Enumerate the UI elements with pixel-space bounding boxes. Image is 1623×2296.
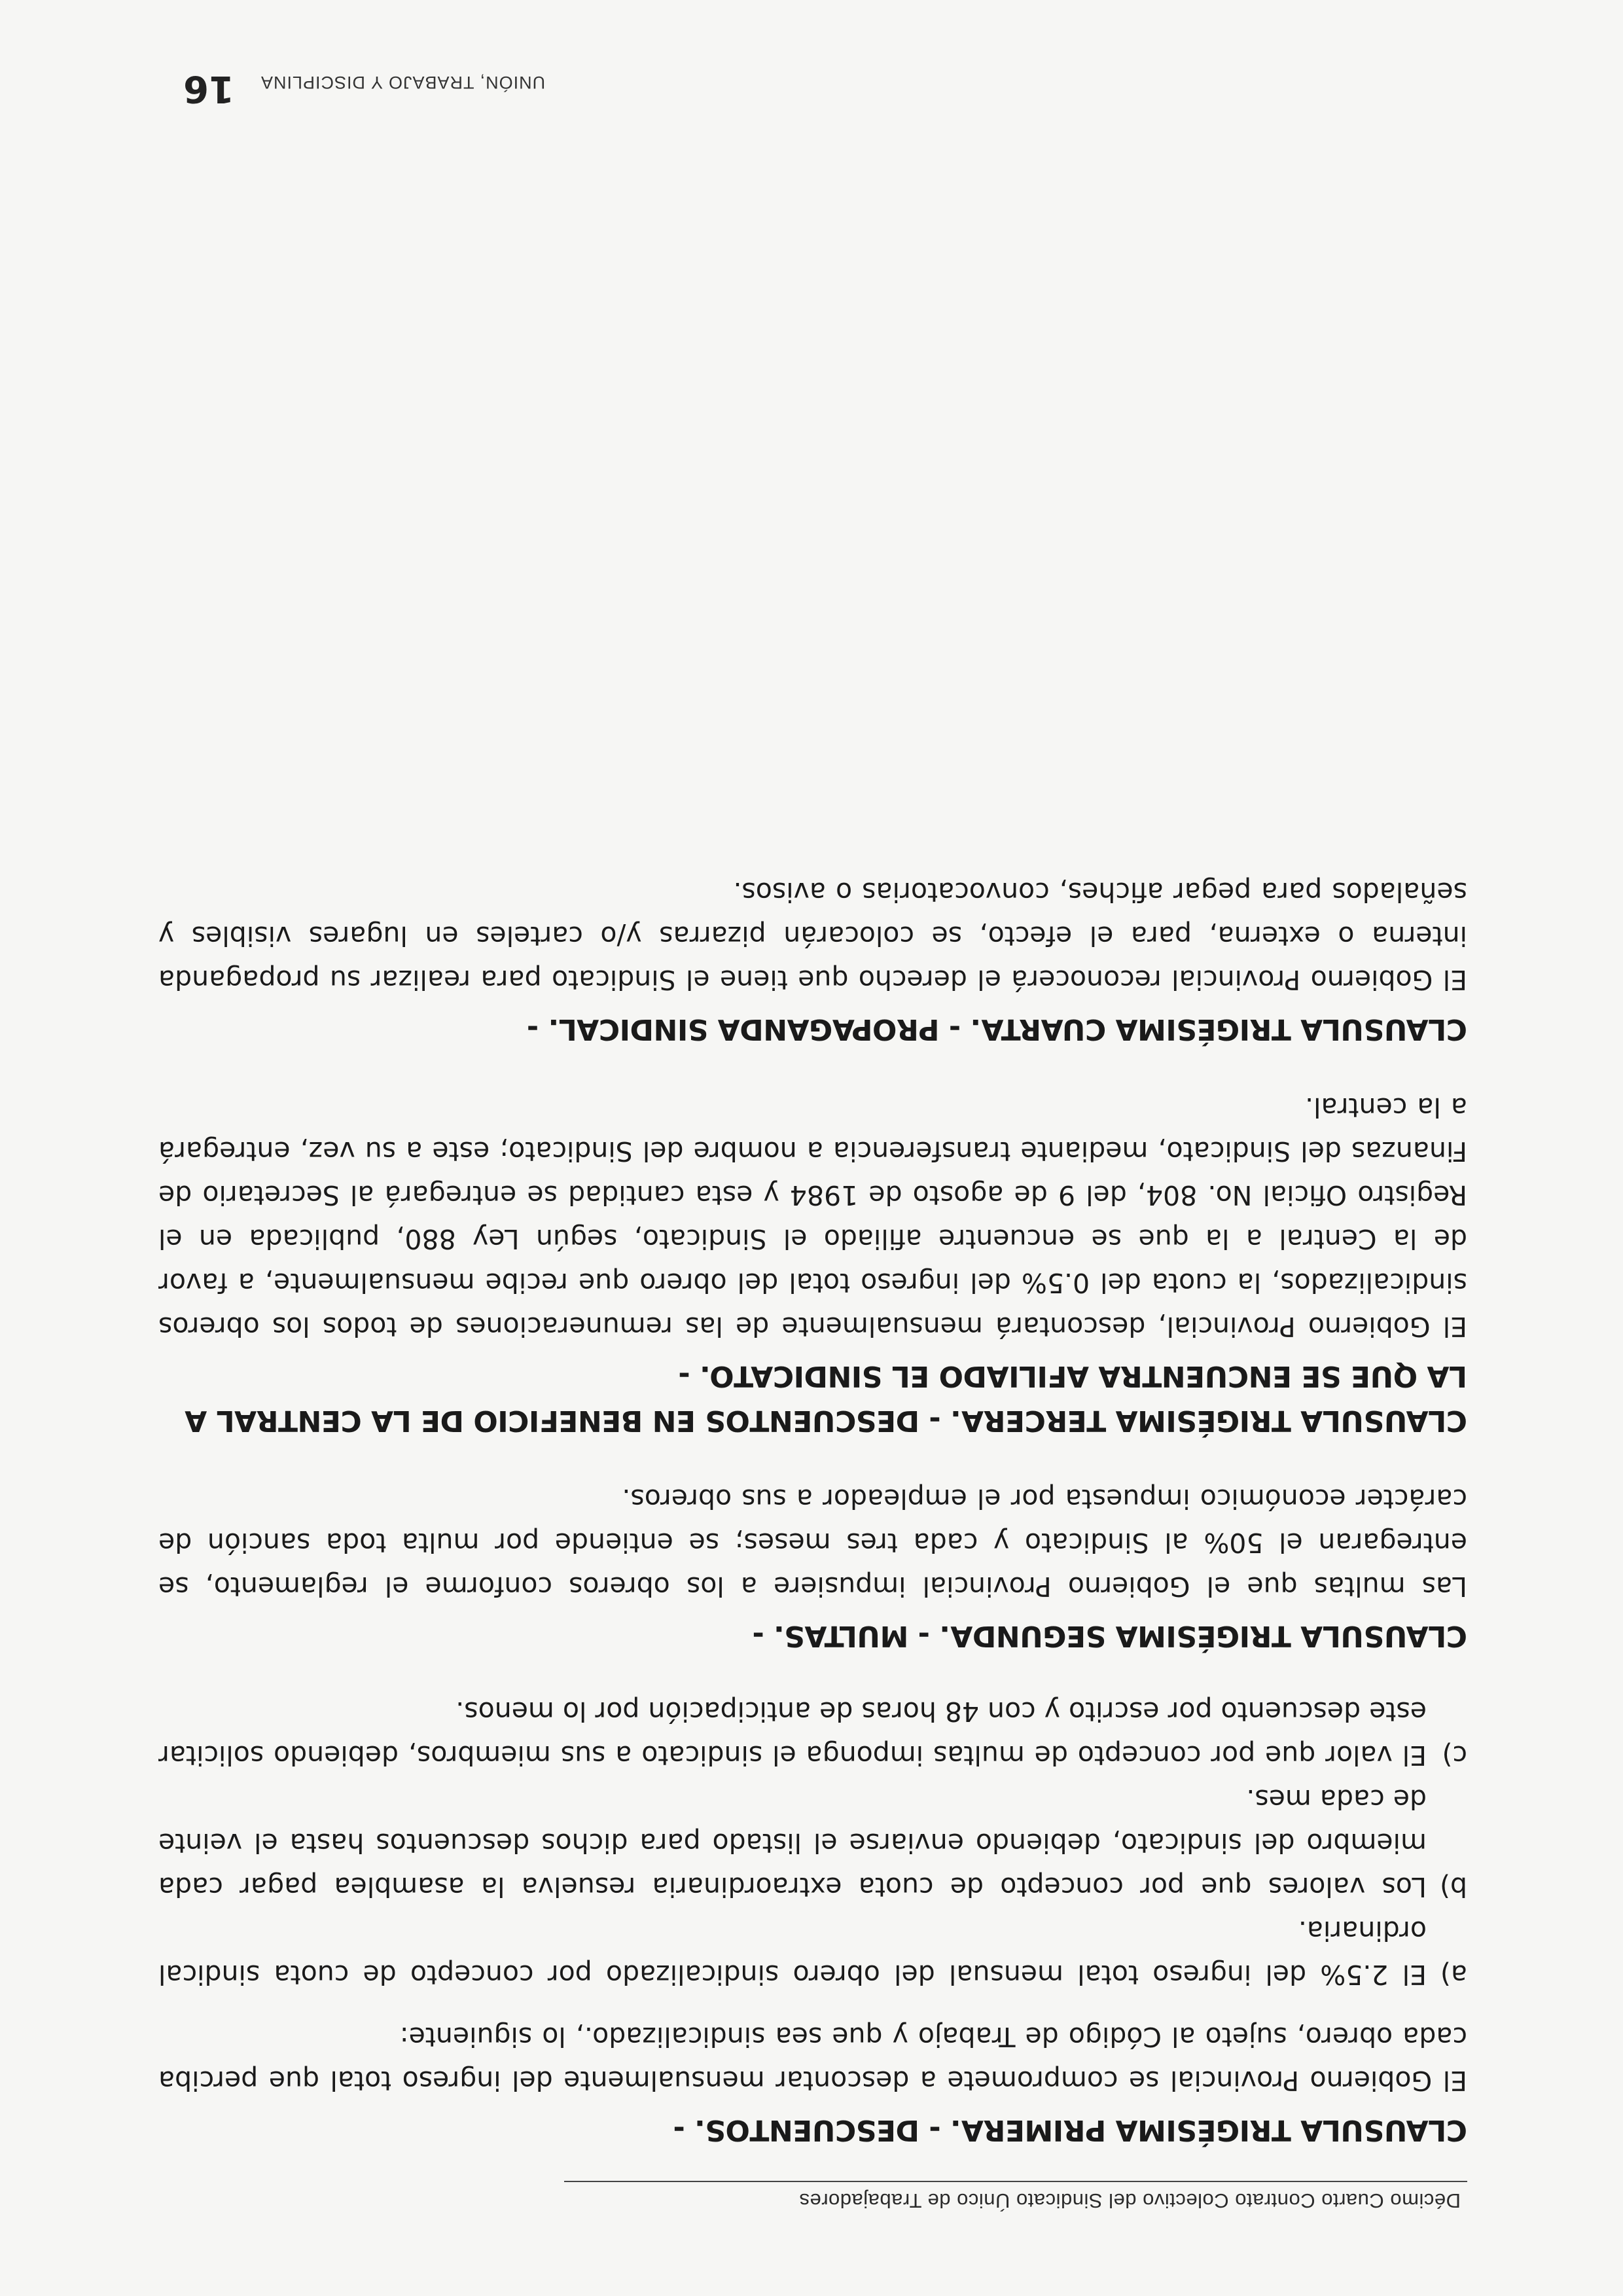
clause-32-title: CLAUSULA TRIGÉSIMA SEGUNDA. - MULTAS. - (752, 1619, 1467, 1653)
list-item-text: Los valores que por concepto de cuota extraordinaria resuelva la asamblea pagar cada miembro del sindicato, debiendo enviarse el listado para dichos descuentos hasta el veinte de cada mes. (158, 1784, 1427, 1903)
clause-31-title: CLAUSULA TRIGÉSIMA PRIMERA. - DESCUENTOS. - (673, 2113, 1467, 2147)
page-footer (183, 67, 903, 110)
list-item-c (158, 1689, 1467, 1777)
list-item-a (158, 1909, 1467, 1996)
clause-33-body: El Gobierno Provincial, descontará mensualmente de las remuneraciones de todos los obreros sindicalizados, la cuota del 0.5% del ingreso total del obrero que recibe mensualmente, a favor de la Central a la que se encuentre afiliado el Sindicato, según Ley 880, publicada en el Registro Oficial No. 804, del 9 de agosto de 1984 y esta cantidad se entregará al Secretario de Finanzas del Sindicato, mediante transferencia a nombre del Sindicato; este a su vez, entregará a la central. (158, 1092, 1467, 1342)
list-marker: b) (1439, 1871, 1467, 1903)
footer-motto: UNIÓN, TRABAJO Y DISCIPLINA (260, 73, 546, 92)
clause-34-body: El Gobierno Provincial reconocerá el derecho que tiene el Sindicato para realizar su propaganda interna o externa, para el efecto, se colocarán pizarras y/o carteles en lugares visibles y señalados para pegar afiches, convocatorias o avisos. (158, 876, 1467, 996)
clause-31-intro: El Gobierno Provincial se compromete a descontar mensualmente del ingreso total que perciba cada obrero, sujeto al Código de Trabajo y que sea sindicalizado., lo siguiente: (158, 2021, 1467, 2096)
list-item-text: El 2.5% del ingreso total mensual del obrero sindicalizado por concepto de cuota sindical ordinaria. (158, 1915, 1427, 1990)
running-header: Décimo Cuarto Contrato Colectivo del Sindicato Único de Trabajadores (564, 2181, 1467, 2212)
list-marker: a) (1440, 1959, 1467, 1990)
clause-33-title: CLAUSULA TRIGÉSIMA TERCERA. - DESCUENTOS EN BENEFICIO DE LA CENTRAL A LA QUE SE ENCUENTRA AFILIADO EL SINDICATO. - (185, 1359, 1467, 1437)
list-item-b (158, 1777, 1467, 1909)
clause-34-title: CLAUSULA TRIGÉSIMA CUARTA. - PROPAGANDA SINDICAL. - (527, 1013, 1467, 1046)
page-content (158, 836, 1467, 2212)
list-item-text: El valor que por concepto de multas imponga el sindicato a sus miembros, debiendo solicitar este descuento por escrito y con 48 horas de anticipación por lo menos. (158, 1696, 1427, 1771)
page-number: 16 (183, 67, 234, 110)
clause-32-body: Las multas que el Gobierno Provincial impusiere a los obreros conforme el reglamento, se entregaran el 50% al Sindicato y cada tres meses; se entiende por multa toda sanción de carácter económico impuesta por el empleador a sus obreros. (158, 1483, 1467, 1602)
list-marker: c) (1442, 1740, 1467, 1771)
